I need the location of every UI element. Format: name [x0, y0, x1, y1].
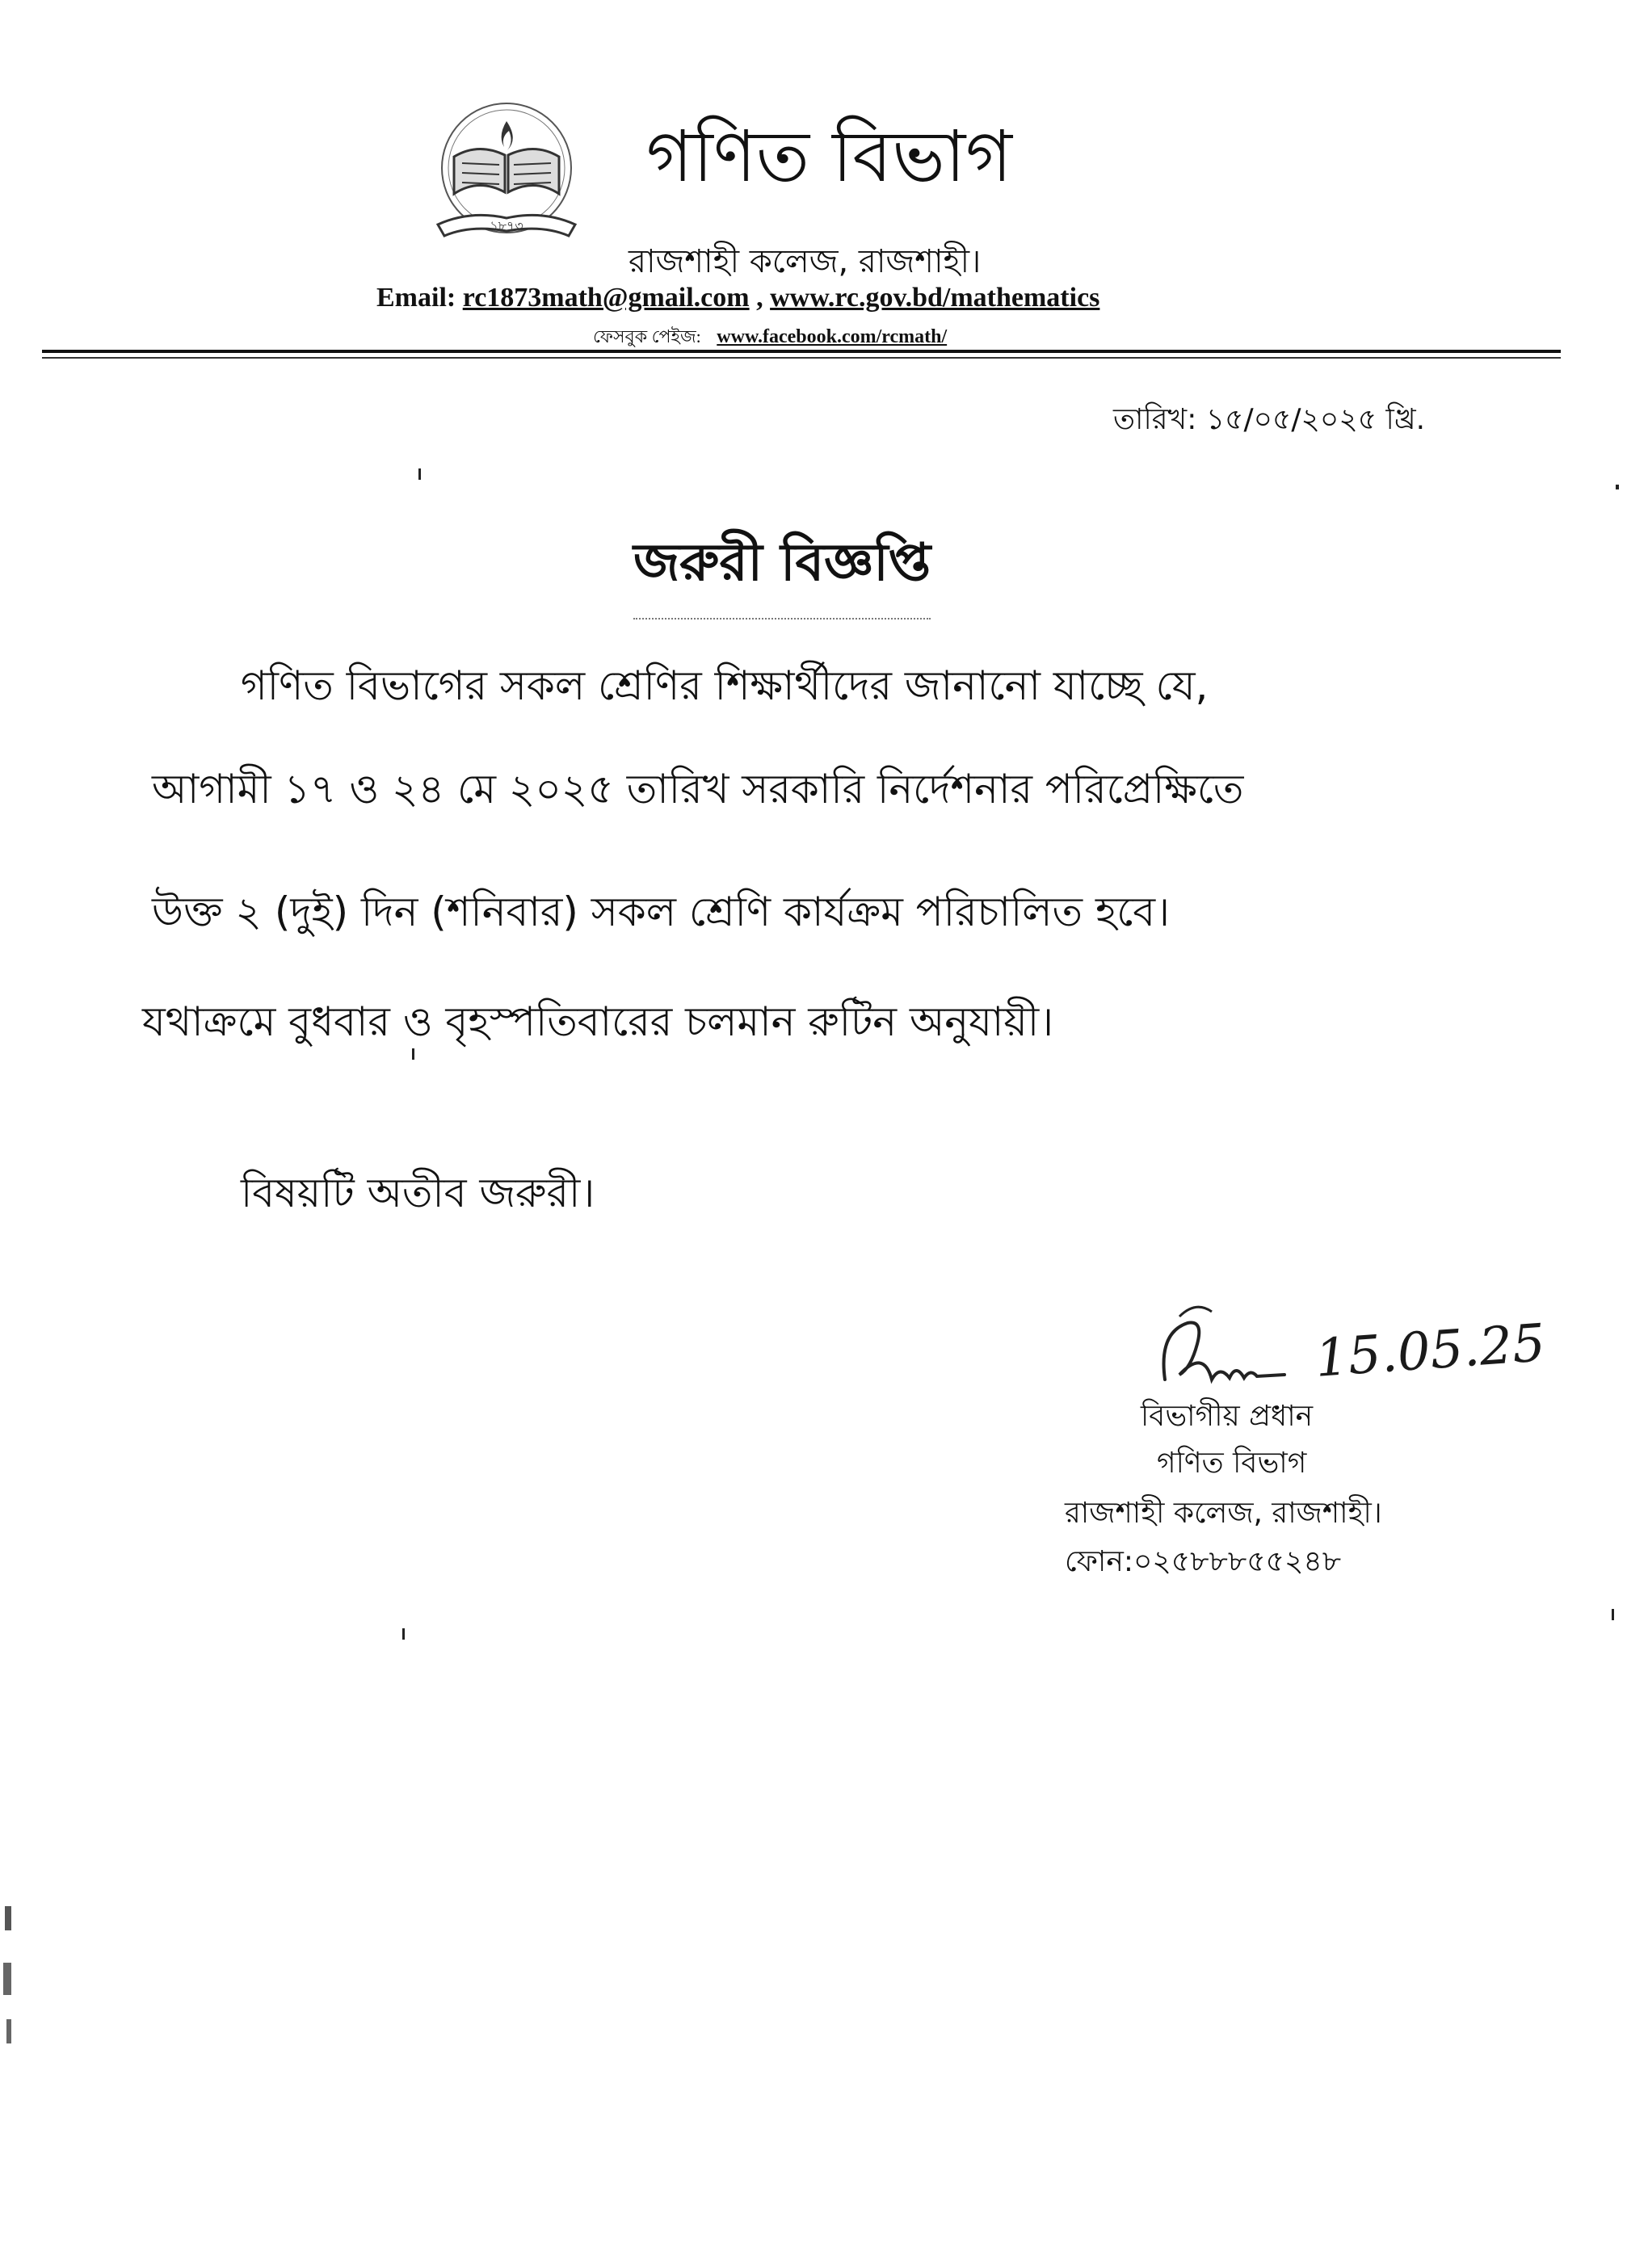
scan-speck: [412, 1048, 414, 1060]
email-link[interactable]: rc1873math@gmail.com: [462, 283, 750, 313]
header-divider: [42, 350, 1561, 353]
signatory-college: রাজশাহী কলেজ, রাজশাহী।: [1065, 1497, 1382, 1530]
signatory-department: গণিত বিভাগ: [1157, 1447, 1307, 1480]
notice-title: জরুরী বিজ্ঞপ্তি: [633, 523, 931, 620]
body-line-2: আগামী ১৭ ও ২৪ মে ২০২৫ তারিখ সরকারি নির্দেশনার পরিপ্রেক্ষিতে: [152, 766, 1244, 813]
body-line-1: গণিত বিভাগের সকল শ্রেণির শিক্ষার্থীদের জানানো যাচ্ছে যে,: [241, 662, 1209, 709]
department-title: গণিত বিভাগ: [646, 115, 1012, 198]
facebook-link[interactable]: www.facebook.com/rcmath/: [717, 326, 948, 347]
body-line-3: উক্ত ২ (দুই) দিন (শনিবার) সকল শ্রেণি কার্যক্রম পরিচালিত হবে।: [152, 888, 1171, 935]
separator: ,: [756, 283, 763, 313]
website-link[interactable]: www.rc.gov.bd/mathematics: [770, 283, 1100, 313]
scan-speck: [402, 1628, 405, 1640]
handwritten-date: 15.05.25: [1313, 1313, 1548, 1389]
svg-text:১৮৭৩: ১৮৭৩: [490, 218, 523, 233]
scan-speck: [3, 1963, 11, 1995]
college-name: রাজশাহী কলেজ, রাজশাহী।: [629, 243, 982, 280]
body-line-4: যথাক্রমে বুধবার ও বৃহস্পতিবারের চলমান রুটিন অনুযায়ী।: [142, 998, 1054, 1045]
scan-speck: [1616, 485, 1619, 489]
facebook-line: [593, 323, 947, 353]
scan-speck: [5, 1906, 11, 1930]
college-emblem-icon: [422, 97, 591, 250]
scan-speck: [418, 468, 421, 480]
email-label: Email:: [376, 283, 456, 313]
facebook-label: ফেসবুক পেইজ:: [593, 326, 701, 346]
signatory-title: বিভাগীয় প্রধান: [1141, 1400, 1314, 1433]
signatory-phone: ফোন:০২৫৮৮৮৫৫২৪৮: [1065, 1545, 1342, 1578]
body-line-5: বিষয়টি অতীব জরুরী।: [241, 1170, 595, 1216]
scan-speck: [1612, 1609, 1614, 1620]
header-divider-thin: [42, 357, 1561, 359]
scan-speck: [6, 2019, 11, 2043]
contact-line: [376, 283, 1099, 313]
notice-date: তারিখ: ১৫/০৫/২০২৫ খ্রি.: [1113, 403, 1426, 436]
